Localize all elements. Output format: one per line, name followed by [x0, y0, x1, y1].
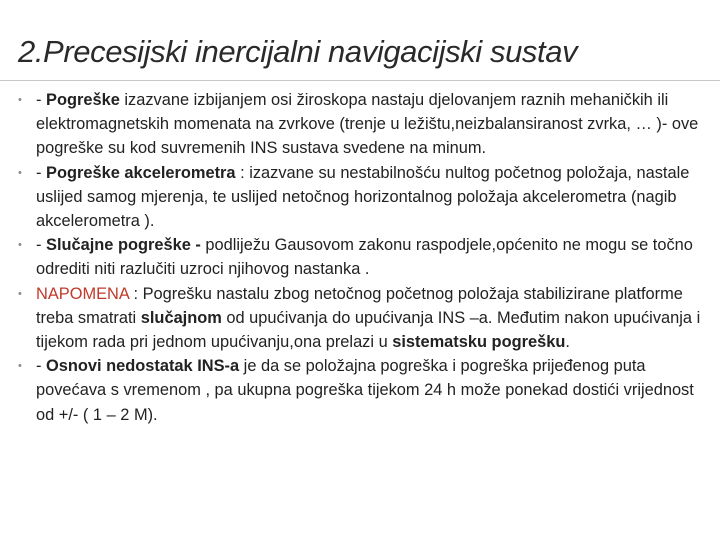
bullet-item-random-errors — [18, 233, 708, 281]
bullet-text: . — [565, 333, 570, 352]
bullet-item-main-drawback — [18, 354, 708, 427]
bullet-prefix: - — [36, 357, 47, 376]
bullet-heading: Slučajne pogreške - — [46, 236, 201, 255]
bullet-prefix: - — [36, 163, 47, 182]
bullet-list — [18, 88, 708, 427]
bullet-prefix: - — [36, 236, 47, 255]
bullet-text: izazvane izbijanjem osi žiroskopa nastaju djelovanjem raznih mehaničkih ili elektromagnetskih momenata na zvrkove (trenje u ležištu,neizbalansiranost zvrka, … )- ove pogreške su kod suvremenih INS sustava svedene na minum. — [36, 91, 699, 158]
bullet-text: : Pogrešku nastalu zbog netočnog početnog položaja stabilizirane platforme treba smatrati — [36, 284, 683, 327]
bullet-item-rotor-errors — [18, 88, 708, 161]
bullet-prefix: - — [36, 91, 47, 109]
bullet-dot-icon: • — [18, 166, 22, 179]
bullet-emphasis: slučajnom — [140, 308, 222, 327]
bullet-text: od upućivanja do upućivanja INS –a. Međutim nakon upućivanja i tijekom rada pri jednom upućivanju,ona prelazi u — [36, 308, 701, 352]
bullet-dot-icon: • — [18, 94, 22, 106]
title-divider — [0, 80, 720, 81]
bullet-heading: Pogreške — [46, 91, 120, 109]
bullet-heading: Osnovi nedostatak INS-a — [46, 357, 240, 376]
bullet-text: : izazvane su nestabilnošću nultog početnog položaja, nastale uslijed samog mjerenja, te uslijed netočnog horizontalnog položaja akcelerometra (nagib akcelerometra ). — [36, 163, 690, 231]
bullet-dot-icon: • — [18, 239, 22, 252]
bullet-emphasis: sistematsku pogrešku — [392, 333, 566, 352]
bullet-dot-icon: • — [18, 287, 22, 300]
bullet-dot-icon: • — [18, 360, 22, 373]
bullet-item-note — [18, 282, 708, 355]
note-label: NAPOMENA — [36, 284, 129, 303]
bullet-item-accelerometer-errors — [18, 161, 708, 234]
bullet-text: je da se položajna pogreška i pogreška prijeđenog puta povećava s vremenom , pa ukupna pogreška tijekom 24 h može ponekad dostići vrijednost od +/- ( 1 – 2 M). — [36, 357, 694, 424]
bullet-heading: Pogreške akcelerometra — [46, 163, 236, 182]
slide-title: 2.Precesijski inercijalni navigacijski sustav — [18, 34, 578, 69]
bullet-text: podliježu Gausovom zakonu raspodjele,općenito ne mogu se točno odrediti niti razlučiti uzroci njihovog nastanka . — [36, 236, 693, 279]
